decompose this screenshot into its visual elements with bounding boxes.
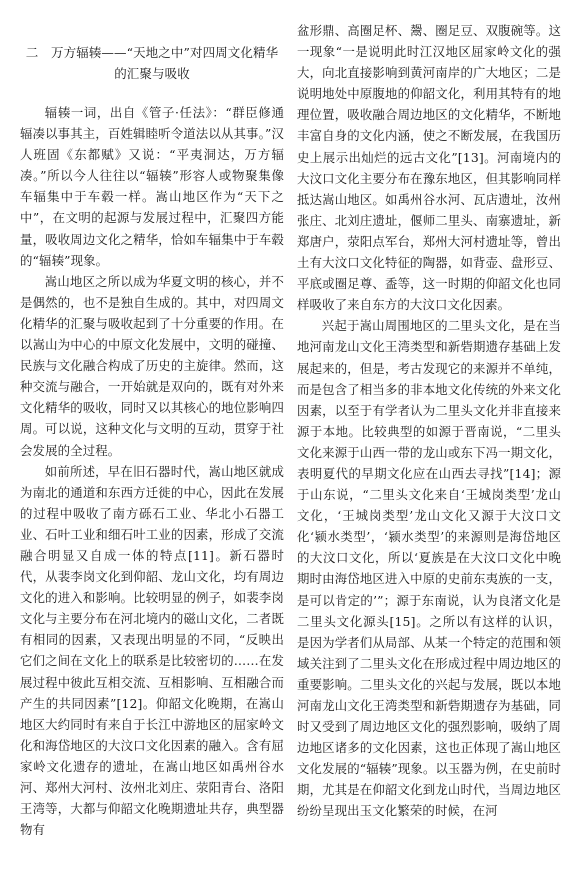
- section-heading-line1: 二 万方辐辏——“天地之中”对四周文化精华: [25, 45, 279, 60]
- paragraph-fuchou-definition: 辐辏一词，出自《管子·任法》：“群臣修通辐凑以事其主，百姓辑睦听令道法以从其事。”汉人班固《东都赋》又说：“平夷洞达，万方辐凑。”所以今人往往以“辐辏”形容人或物聚集像车辐集中于车毂一样。嵩山地区作为“天下之中”，在文明的起源与发展过程中，汇聚四方能量，吸收周边文化之精华，恰如车辐集中于车毂的“辐辏”现象。: [20, 105, 284, 268]
- paragraph-continued: 盆形鼎、高圈足杯、鬶、圈足豆、双腹碗等。这一现象“一是说明此时江汉地区屈家岭文化的强大，向北直接影响到黄河南岸的广大地区；二是说明地处中原腹地的仰韶文化，利用其特有的地理位置，吸收融合周边地区的文化精华，不断地丰富自身的文化内涵，使之不断发展，在我国历史上展示出灿烂的远古文化”[13]。河南境内的大汶口文化主要分布在豫东地区，但其影响同样抵达嵩山地区。如禹州谷水河、瓦店遗址，汝州张庄、北刘庄遗址，偃师二里头、南寨遗址，新郑唐户，荥阳点军台，郑州大河村遗址等，曾出土有大汶口文化特征的陶器，如背壶、盘形豆、平底或圈足尊、盉等，这一时期的仰韶文化也同样吸收了来自东方的大汶口文化因素。: [297, 23, 561, 313]
- left-column: [20, 20, 284, 840]
- section-heading-line2: 的汇聚与吸收: [114, 66, 190, 81]
- paragraph-songshan-core: 嵩山地区之所以成为华夏文明的核心，并不是偶然的，也不是独自生成的。其中，对四周文化精华的汇聚与吸收起到了十分重要的作用。在以嵩山为中心的中原文化发展中，文明的碰撞、民族与文化融合构成了历史的主旋律。然而，这种交流与融合，一开始就是双向的，既有对外来文化精华的吸收，同时又以其核心的地位影响四周。可以说，这种文化与文明的互动，贯穿于社会发展的全过程。: [20, 273, 284, 458]
- paragraph-erlitou: 兴起于嵩山周围地区的二里头文化，是在当地河南龙山文化王湾类型和新砦期遗存基础上发展起来的，但是，考古发现它的来源并不单纯，而是包含了相当多的非本地文化传统的外来文化因素，以至于有学者认为二里头文化并非直接来源于本地。比较典型的如源于晋南说，“二里头文化来源于山西一带的龙山或东下冯一期文化，表明夏代的早期文化应在山西去寻找”[14]；源于山东说，“二里头文化来自‘王城岗类型’龙山文化，‘王城岗类型’龙山文化又源于大汶口文化‘颍水类型’，‘颍水类型’的来源则是海岱地区的大汶口文化，所以‘夏族是在大汶口文化中晚期时由海岱地区进入中原的史前东夷族的一支，是可以肯定的’”；源于东南说，认为良渚文化是二里头文化源头[15]。之所以有这样的认识，是因为学者们从局部、从某一个特定的范围和领域关注到了二里头文化在形成过程中周边地区的重要影响。二里头文化的兴起与发展，既以本地河南龙山文化王湾类型和新砦期遗存为基础，同时又受到了周边地区文化的强烈影响，吸纳了周边地区诸多的文化因素，这也正体现了嵩山地区文化发展的“辐辏”现象。以玉器为例，在史前时期，尤其是在仰韶文化到龙山时代，当周边地区纷纷呈现出玉文化繁荣的时候，在河: [297, 318, 561, 819]
- paragraph-prehistoric-exchange: 如前所述，早在旧石器时代，嵩山地区就成为南北的通道和东西方迁徙的中心，因此在发展的过程中吸收了南方砾石工业、华北小石器工业、石叶工业和细石叶工业的因素，形成了交流融合明显又自成一体的特点[11]。新石器时代，从裴李岗文化到仰韶、龙山文化，均有周边文化的进入和影响。比较明显的例子，如裴李岗文化与主要分布在河北境内的磁山文化，二者既有相同的因素，又表现出明显的不同，“反映出它们之间在文化上的联系是比较密切的……在发展过程中彼此互相交流、互相影响、互相融合而产生的共同因素”[12]。仰韶文化晚期，在嵩山地区大约同时有来自于长江中游地区的屈家岭文化和海岱地区的大汶口文化因素的融入。含有屈家岭文化遗存的遗址，在嵩山地区如禹州谷水河、郑州大河村、汝州北刘庄、荥阳青台、洛阳王湾等，大都与仰韶文化晚期遗址共存，典型器物有: [20, 463, 284, 838]
- right-column: [297, 20, 561, 822]
- section-heading: [20, 42, 284, 84]
